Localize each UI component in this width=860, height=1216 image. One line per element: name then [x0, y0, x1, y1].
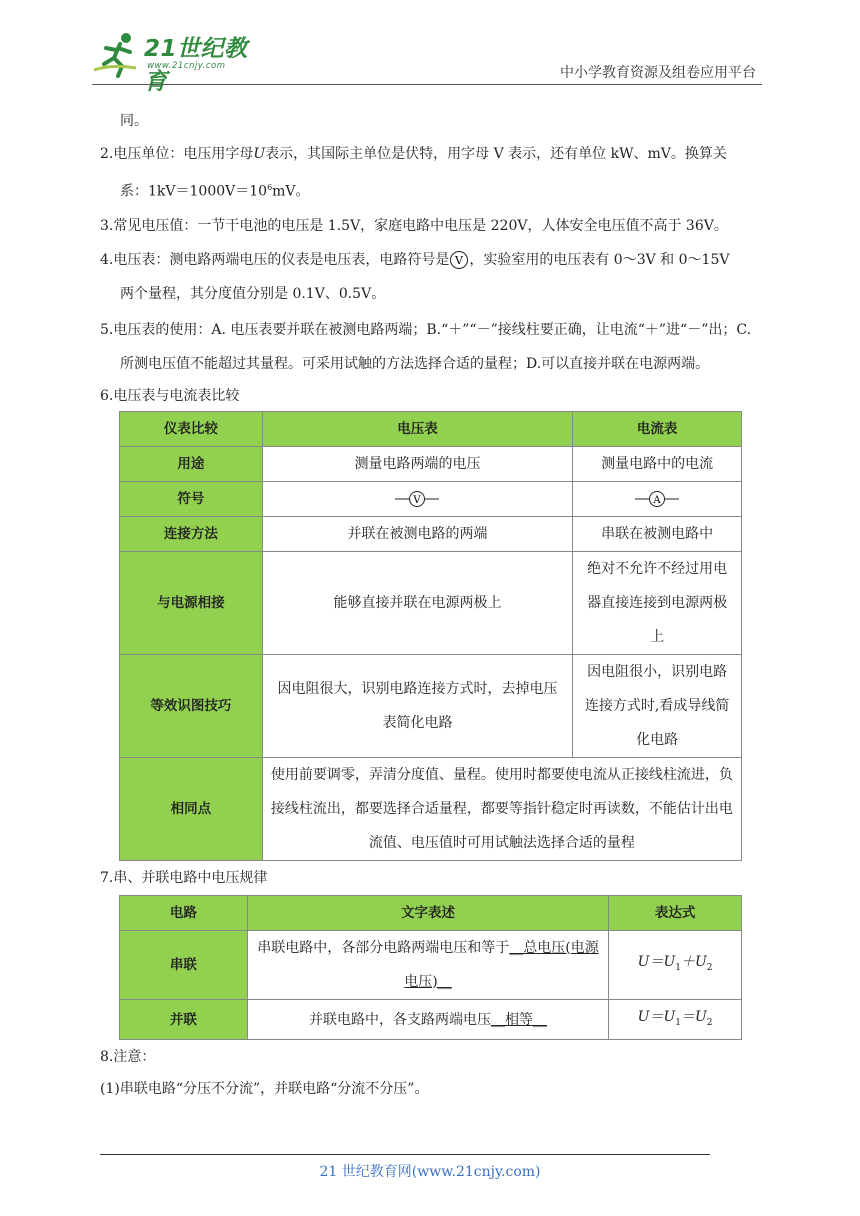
paragraph-common-voltage: 3.常见电压值：一节干电池的电压是 1.5V，家庭电路中电压是 220V，人体安全电压值不高于 36V。 [100, 217, 728, 234]
footer-divider [100, 1154, 710, 1155]
table-cell: 能够直接并联在电源两极上 [262, 551, 572, 654]
table-cell: 绝对不允许不经过用电器直接连接到电源两极上 [573, 551, 742, 654]
row-label: 并联 [120, 999, 248, 1040]
voltmeter-symbol-icon [449, 250, 469, 270]
paragraph-voltage-unit: 2.电压单位：电压用字母U表示，其国际主单位是伏特，用字母 V 表示，还有单位 kW、mV。换算关 系：$1kV=1000V=10^6mV$。 [100, 146, 727, 200]
row-label: 符号 [120, 481, 263, 516]
row-label: 串联 [120, 930, 248, 999]
table-cell: 因电阻很大，识别电路连接方式时，去掉电压表简化电路 [262, 654, 572, 757]
table-cell [573, 481, 742, 516]
row-label: 连接方法 [120, 516, 263, 551]
table-row [120, 446, 742, 481]
answer-blank: __相等__ [490, 1011, 547, 1028]
header-divider [92, 84, 762, 85]
table-row [120, 930, 742, 999]
table-row [120, 551, 742, 654]
section-title-compare: 6.电压表与电流表比较 [100, 387, 240, 404]
voltmeter-symbol-icon [395, 489, 439, 509]
table-row [120, 481, 742, 516]
table-cell: 并联在被测电路的两端 [262, 516, 572, 551]
document-body [100, 104, 764, 1104]
note-title: 8.注意： [100, 1049, 156, 1066]
note-item: (1)串联电路“分压不分流”，并联电路“分流不分压”。 [100, 1081, 429, 1098]
runner-logo-icon [92, 30, 148, 78]
table-header-cell: 电路 [120, 895, 248, 930]
footer-link[interactable]: 21 世纪教育网(www.21cnjy.com) [319, 1164, 541, 1180]
site-logo[interactable] [92, 30, 262, 95]
table-header-cell: 电流表 [573, 411, 742, 446]
table-cell [262, 481, 572, 516]
logo-url: www.21cnjy.com [147, 61, 226, 71]
logo-text: 21世纪教育 [144, 36, 248, 95]
table-header-row [120, 411, 742, 446]
paragraph-voltmeter: 4.电压表：测电路两端电压的仪表是电压表，电路符号是 V ，实验室用的电压表有 0～3V 和 0～15V 两个量程，其分度值分别是 0.1V、0.5V。 [100, 251, 730, 302]
voltage-law-table [119, 895, 742, 1041]
table-row [120, 516, 742, 551]
comparison-table [119, 411, 742, 861]
table-cell: 测量电路中的电流 [573, 446, 742, 481]
answer-blank: __总电压(电源电压)__ [404, 939, 599, 990]
table-header-cell: 仪表比较 [120, 411, 263, 446]
platform-title: 中小学教育资源及组卷应用平台 [560, 65, 756, 81]
row-label: 与电源相接 [120, 551, 263, 654]
text-line: 同。 [120, 113, 148, 129]
table-cell: 串联在被测电路中 [573, 516, 742, 551]
ammeter-symbol-icon [635, 489, 679, 509]
row-label: 用途 [120, 446, 263, 481]
table-cell: 串联电路中，各部分电路两端电压和等于__总电压(电源电压)__ [247, 930, 608, 999]
page-header [0, 0, 860, 95]
section-title-voltage-law: 7.串、并联电路中电压规律 [100, 869, 268, 886]
table-cell: 因电阻很小，识别电路连接方式时,看成导线简化电路 [573, 654, 742, 757]
table-cell: 测量电路两端的电压 [262, 446, 572, 481]
table-row [120, 757, 742, 860]
table-header-row [120, 895, 742, 930]
row-label: 等效识图技巧 [120, 654, 263, 757]
formula-cell: $U=U_1=U_2$ [609, 999, 742, 1040]
table-header-cell: 表达式 [609, 895, 742, 930]
table-cell: 使用前要调零，弄清分度值、量程。使用时都要使电流从正接线柱流进，负接线柱流出，都要选择合适量程，都要等指针稳定时再读数，不能估计出电流值、电压值时可用试触法选择合适的量程 [262, 757, 741, 860]
table-cell: 并联电路中，各支路两端电压__相等__ [247, 999, 608, 1040]
paragraph-voltmeter-usage: 5.电压表的使用：A. 电压表要并联在被测电路两端；B.“＋”“－”接线柱要正确，让电流“＋”进“－”出；C. 所测电压值不能超过其量程。可采用试触的方法选择合适的量程；D.可以直接并联在电源两端。 [100, 321, 752, 372]
row-label: 相同点 [120, 757, 263, 860]
table-header-cell: 文字表述 [247, 895, 608, 930]
svg-text:A: A [653, 494, 661, 506]
svg-text:V: V [413, 494, 422, 506]
formula-cell: $U=U_1+U_2$ [609, 930, 742, 999]
table-row [120, 999, 742, 1040]
table-row [120, 654, 742, 757]
table-header-cell: 电压表 [262, 411, 572, 446]
svg-text:V: V [455, 253, 464, 267]
